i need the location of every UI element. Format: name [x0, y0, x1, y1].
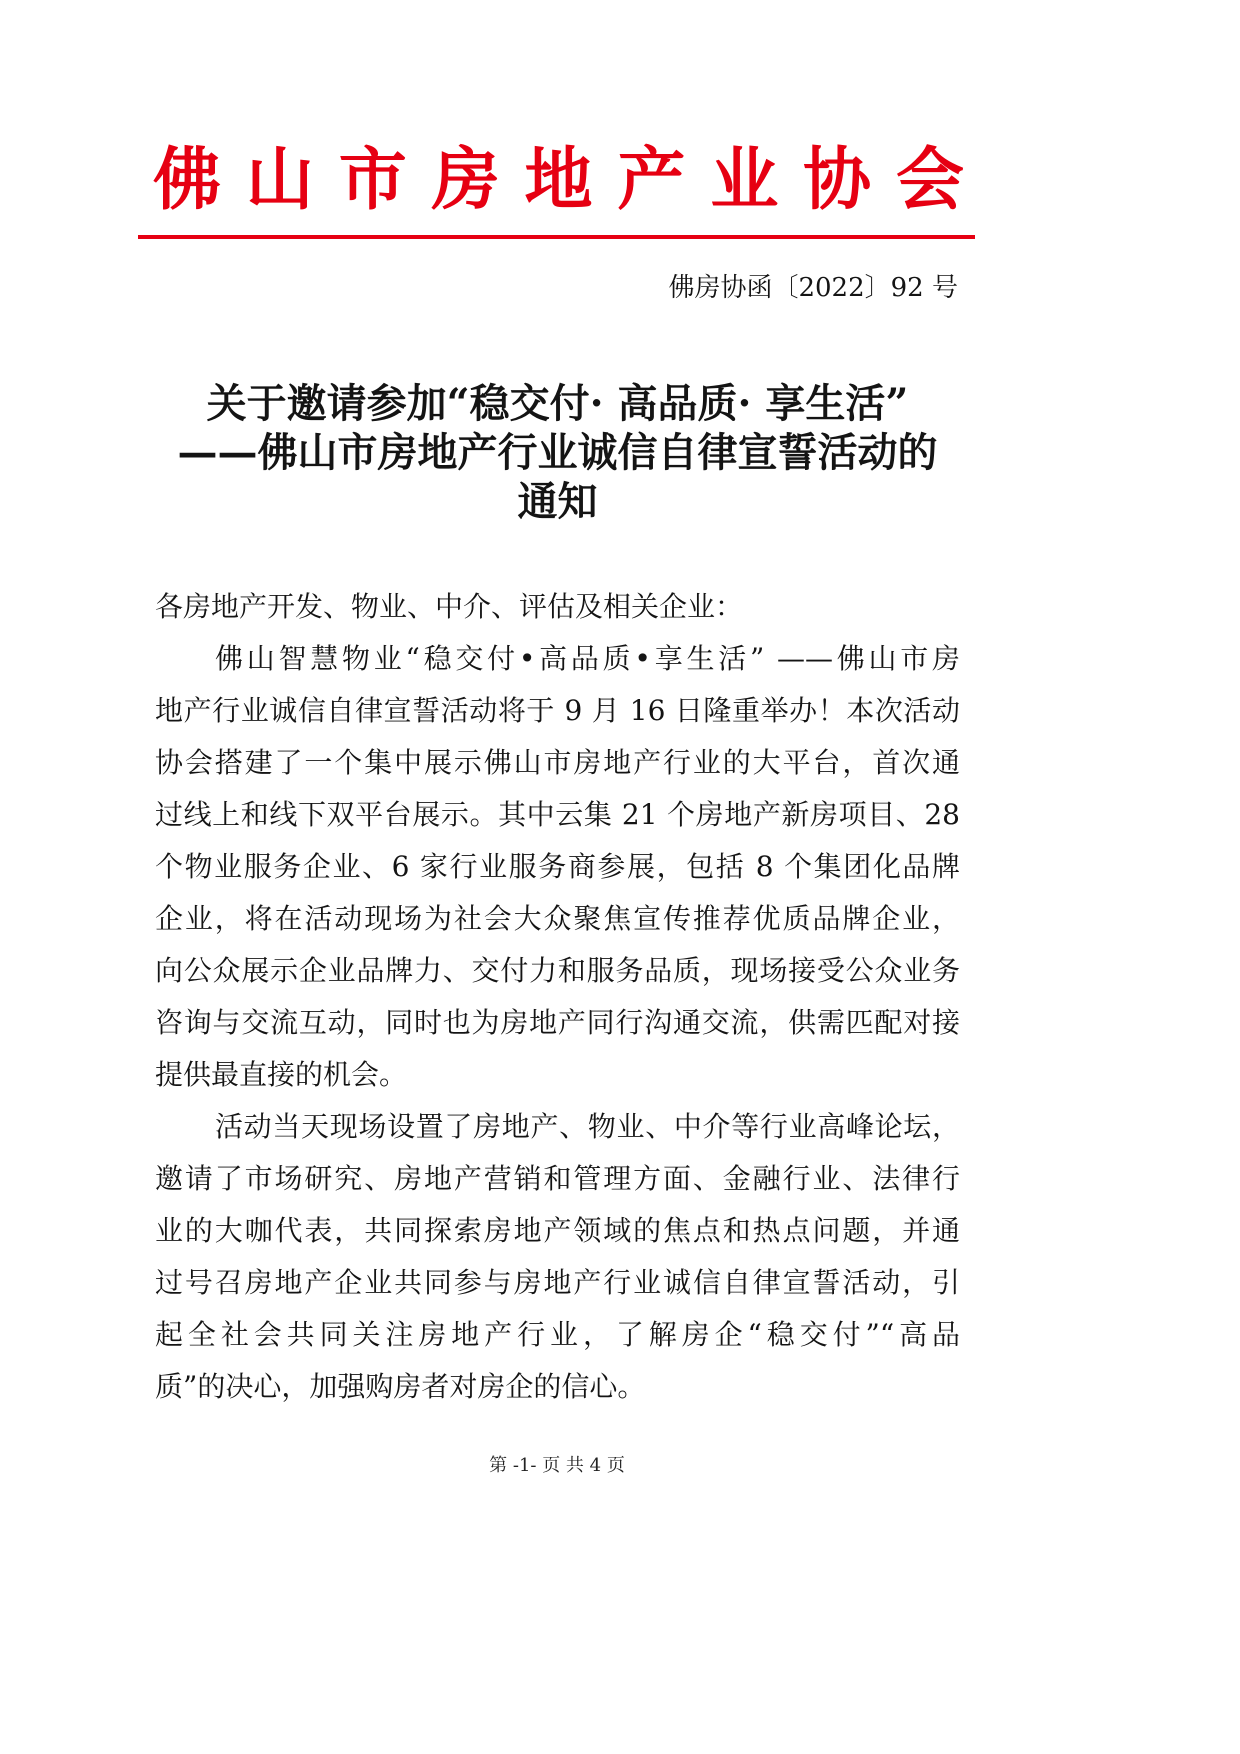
paragraph-line: 过号召房地产企业共同参与房地产行业诚信自律宣誓活动，引 — [155, 1266, 960, 1299]
notice-title — [97, 379, 1018, 526]
paragraph-line: 咨询与交流互动，同时也为房地产同行沟通交流，供需匹配对接 — [155, 1006, 960, 1039]
paragraph-line: 协会搭建了一个集中展示佛山市房地产行业的大平台，首次通 — [155, 746, 960, 779]
page-footer: 第 -1- 页 共 4 页 — [489, 1455, 625, 1476]
paragraph-line: 邀请了市场研究、房地产营销和管理方面、金融行业、法律行 — [155, 1162, 960, 1195]
paragraph-line: 业的大咖代表，共同探索房地产领域的焦点和热点问题，并通 — [155, 1214, 960, 1247]
salutation: 各房地产开发、物业、中介、评估及相关企业： — [155, 590, 744, 623]
paragraph-line: 提供最直接的机会。 — [155, 1058, 408, 1091]
paragraph-line: 起全社会共同关注房地产行业，了解房企“稳交付”“高品 — [155, 1318, 960, 1351]
letterhead-divider — [138, 235, 975, 239]
body-paragraph — [155, 633, 960, 1101]
notice-title-line: 关于邀请参加“稳交付· 高品质· 享生活” — [206, 380, 909, 427]
document-number: 佛房协函〔2022〕92 号 — [668, 273, 958, 303]
notice-title-line: ——佛山市房地产行业诚信自律宣誓活动的 — [177, 429, 938, 476]
paragraph-line: 个物业服务企业、6 家行业服务商参展，包括 8 个集团化品牌 — [155, 850, 960, 883]
paragraph-line: 质”的决心，加强购房者对房企的信心。 — [155, 1370, 646, 1403]
paragraph-line: 过线上和线下双平台展示。其中云集 21 个房地产新房项目、28 — [155, 798, 960, 831]
paragraph-line: 向公众展示企业品牌力、交付力和服务品质，现场接受公众业务 — [155, 954, 960, 987]
org-letterhead-title: 佛山市房地产业协会 — [153, 140, 964, 220]
paragraph-line: 地产行业诚信自律宣誓活动将于 9 月 16 日隆重举办！本次活动 — [155, 694, 960, 727]
paragraph-line: 佛山智慧物业“稳交付•高品质•享生活” ——佛山市房 — [215, 642, 960, 675]
letter-body — [155, 581, 960, 1413]
notice-title-line: 通知 — [517, 478, 598, 525]
paragraph-line: 活动当天现场设置了房地产、物业、中介等行业高峰论坛， — [215, 1110, 960, 1143]
paragraph-line: 企业，将在活动现场为社会大众聚焦宣传推荐优质品牌企业， — [155, 902, 960, 935]
body-paragraph — [155, 1101, 960, 1413]
